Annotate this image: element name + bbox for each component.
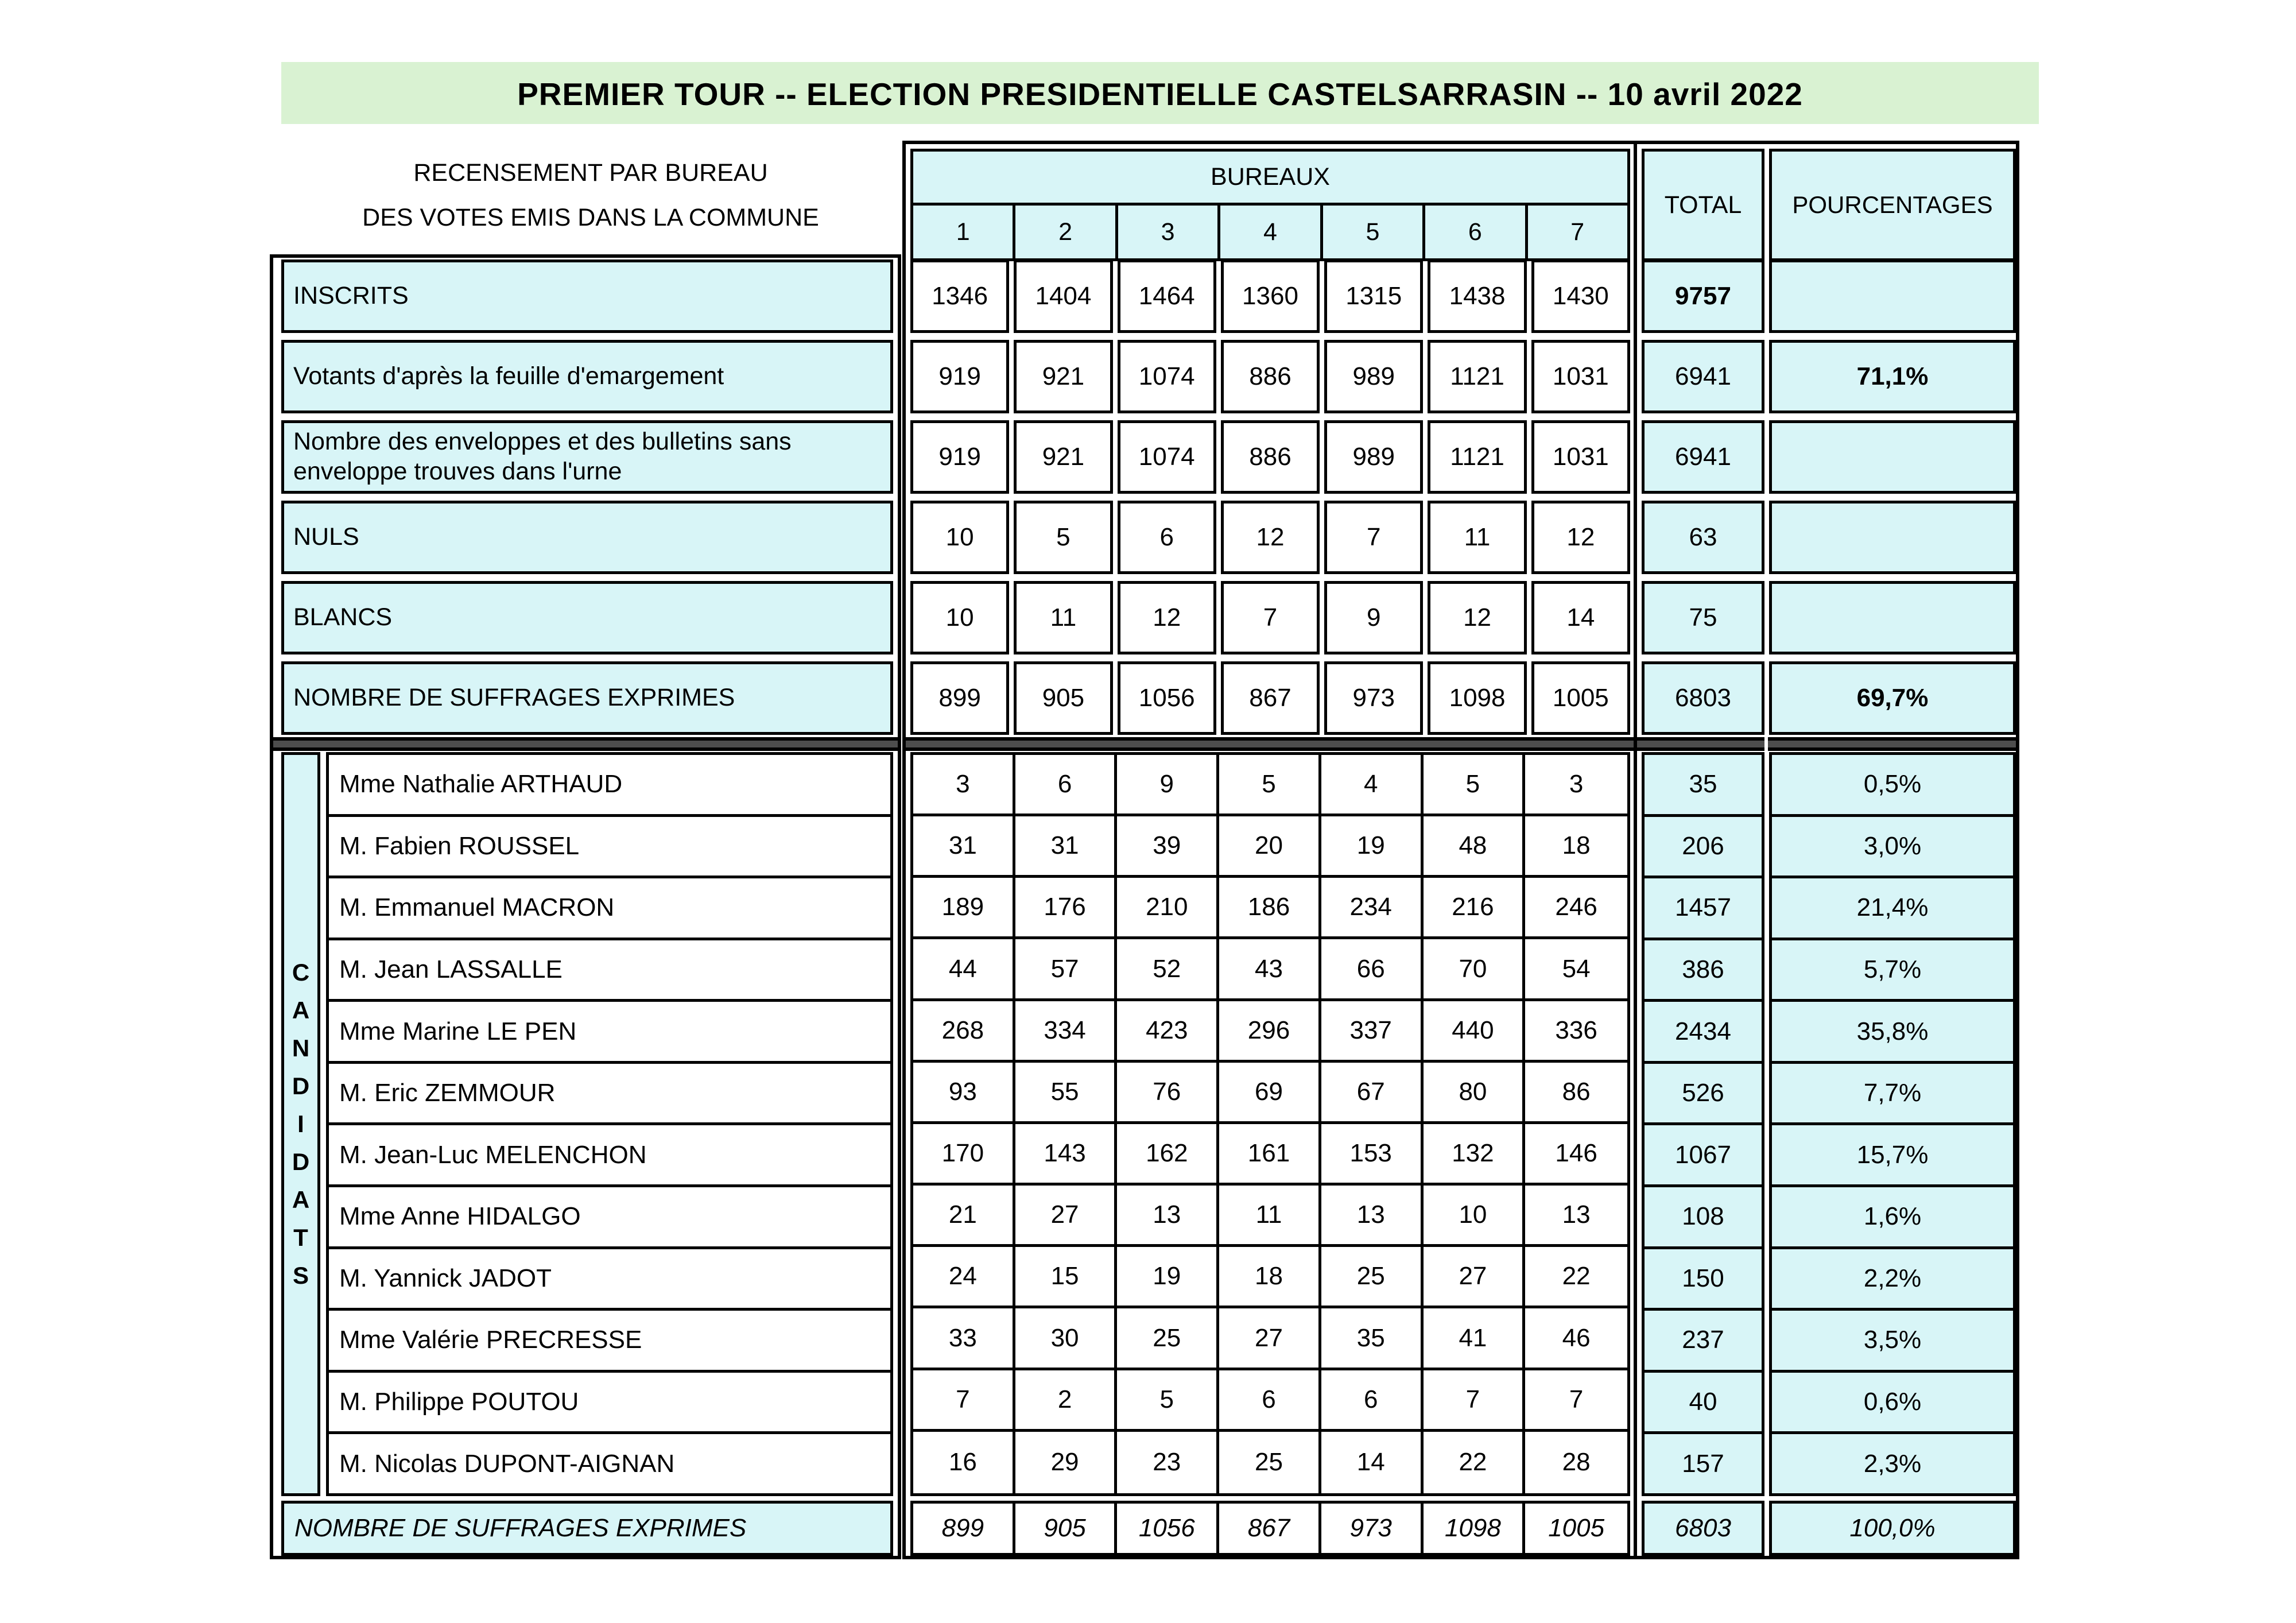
summary-row-label: INSCRITS bbox=[281, 259, 893, 333]
candidate-vote-cell: 334 bbox=[1015, 1001, 1118, 1063]
candidate-vote-cell: 170 bbox=[913, 1124, 1015, 1186]
candidate-name: M. Philippe POUTOU bbox=[329, 1373, 890, 1435]
candidate-percentage-value: 1,6% bbox=[1772, 1187, 2013, 1249]
candidate-vote-cell: 15 bbox=[1015, 1247, 1118, 1308]
candidate-vote-cell: 93 bbox=[913, 1063, 1015, 1124]
candidate-percentage-value: 7,7% bbox=[1772, 1064, 2013, 1126]
candidats-letter: T bbox=[293, 1224, 308, 1251]
candidate-percentage-value: 3,5% bbox=[1772, 1311, 2013, 1373]
bureau-value-cell: 1346 bbox=[910, 259, 1009, 333]
total-value-cell: 75 bbox=[1642, 581, 1764, 654]
candidate-vote-cell: 4 bbox=[1321, 755, 1424, 816]
candidate-vote-cell: 5 bbox=[1117, 1370, 1219, 1432]
separator-band bbox=[1768, 737, 2016, 751]
candidate-vote-cell: 25 bbox=[1117, 1308, 1219, 1370]
candidate-total-value: 1457 bbox=[1645, 878, 1762, 940]
candidate-vote-cell: 69 bbox=[1219, 1063, 1321, 1124]
footer-bureau-value: 1005 bbox=[1548, 1514, 1605, 1542]
candidate-percentages-column bbox=[1769, 752, 2016, 1496]
summary-values-row bbox=[910, 259, 1630, 333]
candidate-total-value: 108 bbox=[1645, 1187, 1762, 1249]
candidate-vote-cell: 25 bbox=[1321, 1247, 1424, 1308]
summary-values-row bbox=[910, 581, 1630, 654]
candidate-vote-cell: 11 bbox=[1219, 1186, 1321, 1247]
bureaux-header-label: BUREAUX bbox=[913, 152, 1627, 206]
candidate-vote-cell: 48 bbox=[1424, 816, 1526, 878]
bureau-value-cell: 12 bbox=[1428, 581, 1526, 654]
bureau-value-cell: 921 bbox=[1014, 420, 1112, 494]
bureau-value-cell: 1031 bbox=[1531, 340, 1630, 413]
bureau-value-cell: 1121 bbox=[1428, 420, 1526, 494]
bureau-value-cell: 7 bbox=[1324, 501, 1423, 574]
bureau-value-cell: 1430 bbox=[1531, 259, 1630, 333]
bureau-value-cell: 12 bbox=[1221, 501, 1320, 574]
candidate-vote-cell: 27 bbox=[1424, 1247, 1526, 1308]
summary-values-row bbox=[910, 420, 1630, 494]
candidate-vote-cell: 57 bbox=[1015, 939, 1118, 1001]
summary-row-label: Votants d'après la feuille d'emargement bbox=[281, 340, 893, 413]
bureau-value-cell: 921 bbox=[1014, 340, 1112, 413]
candidate-vote-cell: 7 bbox=[913, 1370, 1015, 1432]
bureau-number: 2 bbox=[1015, 206, 1118, 258]
candidate-name: Mme Marine LE PEN bbox=[329, 1002, 890, 1064]
candidate-vote-cell: 66 bbox=[1321, 939, 1424, 1001]
bureau-value-cell: 10 bbox=[910, 501, 1009, 574]
candidate-vote-cell: 44 bbox=[913, 939, 1015, 1001]
candidate-percentage-value: 5,7% bbox=[1772, 940, 2013, 1002]
footer-bureau-value: 1056 bbox=[1117, 1504, 1219, 1553]
candidate-vote-cell: 7 bbox=[1525, 1370, 1627, 1432]
candidate-vote-cell: 19 bbox=[1321, 816, 1424, 878]
candidats-letter: C bbox=[292, 959, 310, 986]
footer-bureau-value: 899 bbox=[913, 1504, 1015, 1553]
candidate-percentage-value: 0,5% bbox=[1772, 755, 2013, 817]
candidate-total-value: 35 bbox=[1645, 755, 1762, 817]
percentage-value-cell: 69,7% bbox=[1769, 661, 2016, 735]
candidate-total-value: 150 bbox=[1645, 1249, 1762, 1311]
total-value-cell: 9757 bbox=[1642, 259, 1764, 333]
bureau-value-cell: 1074 bbox=[1118, 340, 1216, 413]
candidate-vote-cell: 337 bbox=[1321, 1001, 1424, 1063]
candidate-vote-cell: 143 bbox=[1015, 1124, 1118, 1186]
candidate-vote-cell: 2 bbox=[1015, 1370, 1118, 1432]
candidate-vote-cell: 14 bbox=[1321, 1432, 1424, 1493]
candidate-vote-cell: 27 bbox=[1015, 1186, 1118, 1247]
candidate-vote-cell: 186 bbox=[1219, 878, 1321, 939]
candidate-vote-cell: 268 bbox=[913, 1001, 1015, 1063]
candidate-name: Mme Valérie PRECRESSE bbox=[329, 1311, 890, 1373]
bureau-value-cell: 11 bbox=[1428, 501, 1526, 574]
bureau-value-cell: 5 bbox=[1014, 501, 1112, 574]
candidate-name: M. Nicolas DUPONT-AIGNAN bbox=[329, 1434, 890, 1493]
candidate-vote-cell: 132 bbox=[1424, 1124, 1526, 1186]
candidate-vote-cell: 246 bbox=[1525, 878, 1627, 939]
candidate-vote-cell: 27 bbox=[1219, 1308, 1321, 1370]
candidate-total-value: 2434 bbox=[1645, 1002, 1762, 1064]
candidate-name: M. Jean-Luc MELENCHON bbox=[329, 1125, 890, 1187]
footer-bureau-value: 867 bbox=[1219, 1504, 1321, 1553]
bureau-value-cell: 919 bbox=[910, 420, 1009, 494]
candidate-vote-cell: 41 bbox=[1424, 1308, 1526, 1370]
candidate-vote-cell: 6 bbox=[1321, 1370, 1424, 1432]
bureau-value-cell: 1438 bbox=[1428, 259, 1526, 333]
summary-values-row bbox=[910, 340, 1630, 413]
candidate-total-value: 206 bbox=[1645, 817, 1762, 879]
total-value-cell: 6803 bbox=[1642, 661, 1764, 735]
candidate-total-value: 1067 bbox=[1645, 1125, 1762, 1187]
bureau-value-cell: 12 bbox=[1118, 581, 1216, 654]
candidate-percentage-value: 3,0% bbox=[1772, 817, 2013, 879]
candidate-vote-cell: 55 bbox=[1015, 1063, 1118, 1124]
candidate-vote-cell: 22 bbox=[1424, 1432, 1526, 1493]
candidate-vote-cell: 13 bbox=[1321, 1186, 1424, 1247]
candidate-name: M. Jean LASSALLE bbox=[329, 940, 890, 1002]
table-caption bbox=[279, 150, 902, 240]
candidate-vote-cell: 31 bbox=[913, 816, 1015, 878]
bureau-value-cell: 11 bbox=[1014, 581, 1112, 654]
candidate-vote-cell: 28 bbox=[1525, 1432, 1627, 1493]
candidats-letter: D bbox=[292, 1148, 310, 1175]
bureau-value-cell: 1074 bbox=[1118, 420, 1216, 494]
bureau-number: 4 bbox=[1220, 206, 1322, 258]
candidate-percentage-value: 2,2% bbox=[1772, 1249, 2013, 1311]
summary-values-row bbox=[910, 661, 1630, 735]
candidate-vote-cell: 161 bbox=[1219, 1124, 1321, 1186]
footer-bureau-value: 973 bbox=[1321, 1504, 1424, 1553]
separator-band bbox=[1637, 737, 1764, 751]
bureau-value-cell: 7 bbox=[1221, 581, 1320, 654]
candidate-votes-grid bbox=[910, 752, 1630, 1496]
bureau-value-cell: 899 bbox=[910, 661, 1009, 735]
bureau-number: 3 bbox=[1118, 206, 1220, 258]
candidate-vote-cell: 52 bbox=[1117, 939, 1219, 1001]
total-value-cell: 6941 bbox=[1642, 420, 1764, 494]
candidate-vote-cell: 21 bbox=[913, 1186, 1015, 1247]
candidate-percentage-value: 35,8% bbox=[1772, 1002, 2013, 1064]
separator-band bbox=[906, 737, 1635, 751]
candidate-vote-cell: 70 bbox=[1424, 939, 1526, 1001]
candidats-letter: N bbox=[292, 1035, 310, 1062]
candidate-vote-cell: 423 bbox=[1117, 1001, 1219, 1063]
bureau-value-cell: 919 bbox=[910, 340, 1009, 413]
bureau-value-cell: 1056 bbox=[1118, 661, 1216, 735]
candidats-letter: A bbox=[292, 1186, 310, 1213]
summary-row-label: BLANCS bbox=[281, 581, 893, 654]
bureau-value-cell: 6 bbox=[1118, 501, 1216, 574]
candidate-percentage-value: 21,4% bbox=[1772, 878, 2013, 940]
candidate-vote-cell: 35 bbox=[1321, 1308, 1424, 1370]
candidate-vote-cell: 10 bbox=[1424, 1186, 1526, 1247]
bureau-value-cell: 12 bbox=[1531, 501, 1630, 574]
section-totals bbox=[1634, 141, 2019, 1559]
pourcentages-header-label: POURCENTAGES bbox=[1769, 149, 2016, 261]
bureau-value-cell: 9 bbox=[1324, 581, 1423, 654]
candidate-vote-cell: 23 bbox=[1117, 1432, 1219, 1493]
percentage-value-cell bbox=[1769, 581, 2016, 654]
candidate-name: M. Fabien ROUSSEL bbox=[329, 817, 890, 879]
candidate-vote-cell: 3 bbox=[1525, 755, 1627, 816]
bureau-number: 6 bbox=[1425, 206, 1527, 258]
footer-label: NOMBRE DE SUFFRAGES EXPRIMES bbox=[281, 1501, 893, 1556]
candidate-vote-cell: 19 bbox=[1117, 1247, 1219, 1308]
percentage-value-cell bbox=[1769, 420, 2016, 494]
table-caption-line1: RECENSEMENT PAR BUREAU bbox=[413, 159, 768, 187]
bureau-value-cell: 1315 bbox=[1324, 259, 1423, 333]
candidate-names-column bbox=[326, 752, 893, 1496]
candidate-vote-cell: 210 bbox=[1117, 878, 1219, 939]
bureau-number: 1 bbox=[913, 206, 1015, 258]
candidate-vote-cell: 162 bbox=[1117, 1124, 1219, 1186]
percentage-value-cell bbox=[1769, 259, 2016, 333]
candidate-vote-cell: 29 bbox=[1015, 1432, 1118, 1493]
candidate-vote-cell: 24 bbox=[913, 1247, 1015, 1308]
candidate-vote-cell: 46 bbox=[1525, 1308, 1627, 1370]
candidate-vote-cell: 440 bbox=[1424, 1001, 1526, 1063]
bureaux-header-box bbox=[910, 149, 1630, 261]
candidate-vote-cell: 67 bbox=[1321, 1063, 1424, 1124]
candidats-letter: D bbox=[292, 1072, 310, 1099]
candidats-letter: S bbox=[292, 1262, 309, 1289]
bureau-number: 7 bbox=[1570, 218, 1585, 246]
bureau-value-cell: 1404 bbox=[1014, 259, 1112, 333]
footer-bureau-value: 905 bbox=[1015, 1504, 1118, 1553]
candidate-total-value: 40 bbox=[1645, 1373, 1762, 1435]
candidate-vote-cell: 18 bbox=[1525, 816, 1627, 878]
candidate-vote-cell: 25 bbox=[1219, 1432, 1321, 1493]
bureau-number: 5 bbox=[1323, 206, 1425, 258]
page-title: PREMIER TOUR -- ELECTION PRESIDENTIELLE CASTELSARRASIN -- 10 avril 2022 bbox=[281, 62, 2039, 124]
footer-total-value: 6803 bbox=[1642, 1501, 1764, 1556]
candidate-vote-cell: 5 bbox=[1219, 755, 1321, 816]
bureau-value-cell: 1031 bbox=[1531, 420, 1630, 494]
candidate-vote-cell: 20 bbox=[1219, 816, 1321, 878]
candidate-vote-cell: 146 bbox=[1525, 1124, 1627, 1186]
candidate-vote-cell: 296 bbox=[1219, 1001, 1321, 1063]
candidate-name: M. Emmanuel MACRON bbox=[329, 878, 890, 940]
bureau-value-cell: 989 bbox=[1324, 420, 1423, 494]
summary-row-label: NULS bbox=[281, 501, 893, 574]
summary-row-label: NOMBRE DE SUFFRAGES EXPRIMES bbox=[281, 661, 893, 735]
candidate-total-value: 237 bbox=[1645, 1311, 1762, 1373]
summary-values-row bbox=[910, 501, 1630, 574]
candidate-vote-cell: 176 bbox=[1015, 878, 1118, 939]
candidate-vote-cell: 30 bbox=[1015, 1308, 1118, 1370]
candidate-vote-cell: 5 bbox=[1424, 755, 1526, 816]
candidate-total-value: 157 bbox=[1682, 1449, 1724, 1478]
candidate-name: M. Yannick JADOT bbox=[329, 1249, 890, 1311]
section-labels bbox=[270, 254, 901, 1559]
table-caption-line2: DES VOTES EMIS DANS LA COMMUNE bbox=[362, 204, 819, 231]
bureau-value-cell: 14 bbox=[1531, 581, 1630, 654]
candidate-vote-cell: 153 bbox=[1321, 1124, 1424, 1186]
summary-row-label: Nombre des enveloppes et des bulletins sans enveloppe trouves dans l'urne bbox=[281, 420, 893, 494]
candidate-vote-cell: 189 bbox=[913, 878, 1015, 939]
candidate-total-value: 526 bbox=[1645, 1064, 1762, 1126]
bureau-value-cell: 1098 bbox=[1428, 661, 1526, 735]
candidate-vote-cell: 22 bbox=[1525, 1247, 1627, 1308]
total-value-cell: 63 bbox=[1642, 501, 1764, 574]
total-value-cell: 6941 bbox=[1642, 340, 1764, 413]
candidate-vote-cell: 31 bbox=[1015, 816, 1118, 878]
candidate-vote-cell: 3 bbox=[913, 755, 1015, 816]
candidats-letter: A bbox=[292, 997, 310, 1024]
candidate-vote-cell: 216 bbox=[1424, 878, 1526, 939]
candidate-total-value: 386 bbox=[1645, 940, 1762, 1002]
bureau-value-cell: 1005 bbox=[1531, 661, 1630, 735]
bureau-numbers-row bbox=[913, 206, 1627, 258]
bureau-value-cell: 1121 bbox=[1428, 340, 1526, 413]
candidate-name: M. Eric ZEMMOUR bbox=[329, 1064, 890, 1126]
bureau-value-cell: 886 bbox=[1221, 420, 1320, 494]
candidate-vote-cell: 86 bbox=[1525, 1063, 1627, 1124]
candidate-vote-cell: 9 bbox=[1117, 755, 1219, 816]
candidate-percentage-value: 0,6% bbox=[1772, 1373, 2013, 1435]
percentage-value-cell: 71,1% bbox=[1769, 340, 2016, 413]
candidate-vote-cell: 7 bbox=[1424, 1370, 1526, 1432]
candidate-vote-cell: 336 bbox=[1525, 1001, 1627, 1063]
candidate-vote-cell: 39 bbox=[1117, 816, 1219, 878]
candidate-vote-cell: 13 bbox=[1117, 1186, 1219, 1247]
candidate-totals-column bbox=[1642, 752, 1764, 1496]
bureau-value-cell: 1360 bbox=[1221, 259, 1320, 333]
candidate-vote-cell: 234 bbox=[1321, 878, 1424, 939]
candidate-name: Mme Nathalie ARTHAUD bbox=[329, 755, 890, 817]
candidate-vote-cell: 6 bbox=[1015, 755, 1118, 816]
candidate-vote-cell: 18 bbox=[1219, 1247, 1321, 1308]
percentage-value-cell bbox=[1769, 501, 2016, 574]
footer-values-row bbox=[910, 1501, 1630, 1556]
section-bureaux bbox=[902, 141, 1638, 1559]
bureau-value-cell: 1464 bbox=[1118, 259, 1216, 333]
candidate-vote-cell: 33 bbox=[913, 1308, 1015, 1370]
candidats-letter: I bbox=[297, 1110, 304, 1137]
candidate-vote-cell: 80 bbox=[1424, 1063, 1526, 1124]
bureau-value-cell: 867 bbox=[1221, 661, 1320, 735]
bureau-value-cell: 905 bbox=[1014, 661, 1112, 735]
candidate-name: Mme Anne HIDALGO bbox=[329, 1187, 890, 1249]
bureau-value-cell: 10 bbox=[910, 581, 1009, 654]
candidate-vote-cell: 54 bbox=[1525, 939, 1627, 1001]
candidats-vertical-label bbox=[281, 752, 320, 1496]
candidate-vote-cell: 13 bbox=[1525, 1186, 1627, 1247]
total-header-label: TOTAL bbox=[1642, 149, 1764, 261]
candidate-vote-cell: 43 bbox=[1219, 939, 1321, 1001]
candidate-vote-cell: 76 bbox=[1117, 1063, 1219, 1124]
candidate-vote-cell: 16 bbox=[913, 1432, 1015, 1493]
bureau-value-cell: 973 bbox=[1324, 661, 1423, 735]
candidate-percentage-value: 15,7% bbox=[1772, 1125, 2013, 1187]
separator-band bbox=[273, 737, 898, 751]
bureau-value-cell: 886 bbox=[1221, 340, 1320, 413]
footer-percentage-value: 100,0% bbox=[1769, 1501, 2016, 1556]
candidate-percentage-value: 2,3% bbox=[1863, 1449, 1922, 1478]
candidate-vote-cell: 6 bbox=[1219, 1370, 1321, 1432]
bureau-value-cell: 989 bbox=[1324, 340, 1423, 413]
footer-bureau-value: 1098 bbox=[1424, 1504, 1526, 1553]
